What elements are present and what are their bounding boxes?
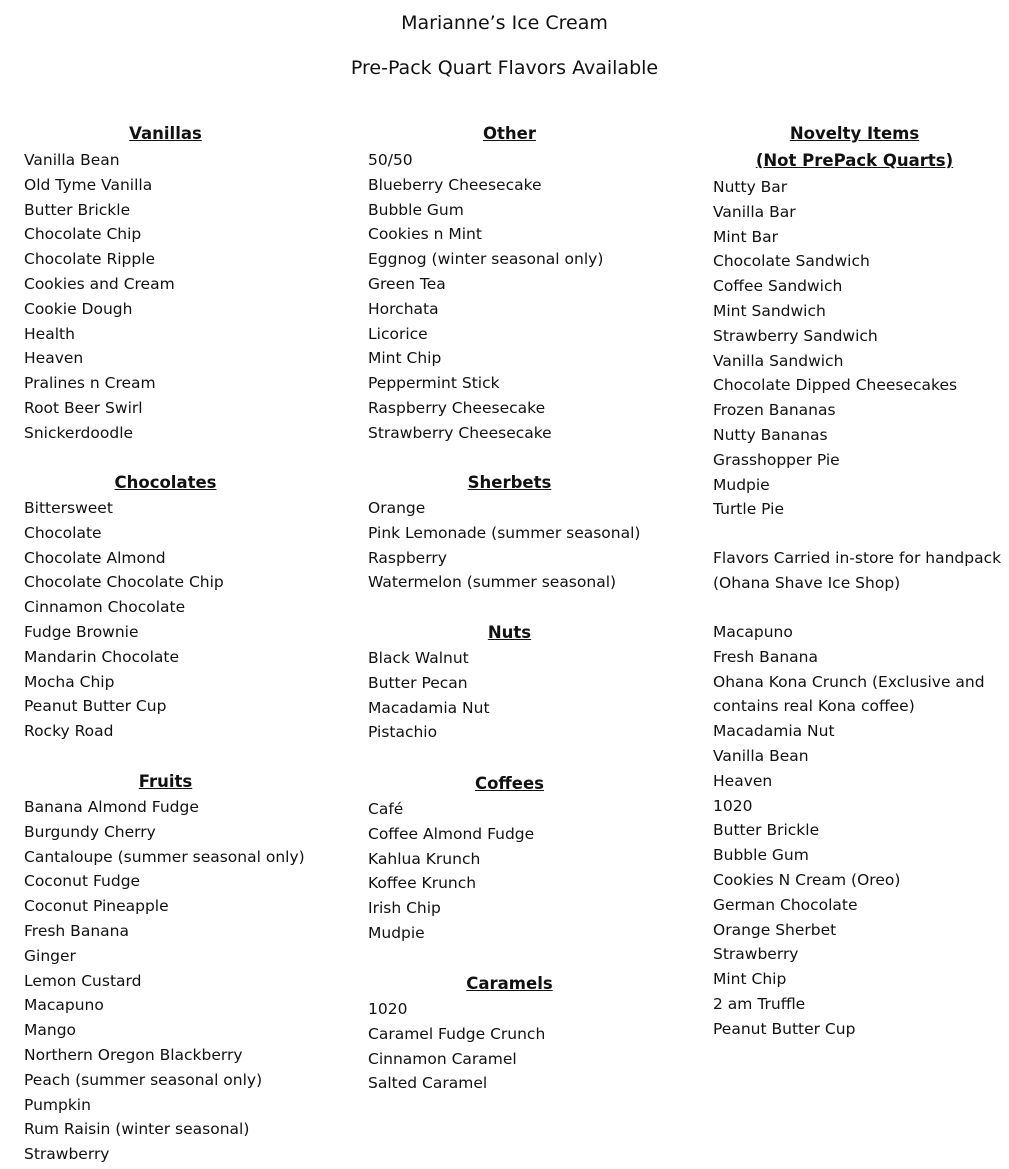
list-item: Chocolate [24, 523, 102, 542]
list-item: Mint Chip [713, 970, 787, 989]
list-item: Mudpie [368, 923, 425, 942]
list-item: Salted Caramel [368, 1074, 488, 1093]
list-item: Black Walnut [368, 649, 469, 667]
list-item: Grasshopper Pie [713, 450, 840, 469]
list-item: Cookies n Mint [368, 225, 482, 244]
list-sherbets [368, 498, 658, 597]
list-item: Coconut Pineapple [24, 897, 169, 916]
list-item: Chocolate Dipped Cheesecakes [713, 376, 958, 395]
list-item: Macadamia Nut [713, 722, 835, 741]
list-item: Licorice [368, 324, 428, 343]
list-item: Mint Sandwich [713, 301, 826, 320]
list-vanillas [24, 150, 314, 448]
list-fruits [24, 797, 314, 1169]
list-item: German Chocolate [713, 895, 858, 914]
list-item: 1020 [368, 1000, 408, 1018]
list-item: Vanilla Bar [713, 202, 796, 221]
list-item: Northern Oregon Blackberry [24, 1045, 243, 1064]
list-item: Chocolate Ripple [24, 250, 156, 269]
list-item: Mocha Chip [24, 672, 115, 691]
list-item: Strawberry [713, 945, 799, 964]
list-item: Health [24, 324, 75, 343]
list-item: Vanilla Sandwich [713, 351, 844, 370]
list-item: Peanut Butter Cup [713, 1019, 856, 1038]
list-item: Green Tea [368, 274, 446, 293]
list-item: Coffee Sandwich [713, 277, 843, 296]
list-item: Peach (summer seasonal only) [24, 1070, 263, 1089]
list-item: Cinnamon Caramel [368, 1049, 517, 1068]
page-subtitle: Pre-Pack Quart Flavors Available [350, 57, 659, 79]
list-item: Ohana Kona Crunch (Exclusive and [713, 672, 985, 691]
list-item: Nutty Bananas [713, 425, 828, 444]
list-item: Vanilla Bean [713, 746, 809, 765]
list-item: Nutty Bar [713, 178, 788, 196]
list-item: Horchata [368, 299, 439, 318]
handpack-intro: Flavors Carried in-store for handpack [713, 549, 1002, 567]
list-item: Strawberry [24, 1145, 110, 1164]
list-item: Burgundy Cherry [24, 822, 156, 841]
list-item: Bittersweet [24, 499, 113, 517]
list-item: Mudpie [713, 475, 770, 494]
list-item: Butter Brickle [24, 200, 131, 219]
list-chocolates [24, 498, 314, 746]
list-item: Chocolate Chip [24, 225, 142, 244]
list-item: Irish Chip [368, 899, 441, 918]
list-coffees [368, 799, 658, 948]
list-item: Eggnog (winter seasonal only) [368, 250, 604, 269]
list-item: Macadamia Nut [368, 698, 490, 717]
section-heading-caramels: Caramels [466, 974, 553, 993]
list-nuts [368, 648, 658, 747]
list-item: Rum Raisin (winter seasonal) [24, 1120, 250, 1139]
section-subheading-novelty: (Not PrePack Quarts) [755, 151, 954, 170]
list-item: Fresh Banana [24, 921, 129, 940]
list-item: Macapuno [24, 996, 104, 1015]
list-item: Orange Sherbet [713, 920, 837, 939]
list-item: Butter Pecan [368, 673, 468, 692]
section-heading-coffees: Coffees [474, 774, 544, 793]
list-item: Old Tyme Vanilla [24, 175, 153, 194]
section-heading-vanillas: Vanillas [129, 124, 202, 143]
list-other [368, 150, 658, 448]
list-item: Macapuno [713, 623, 793, 641]
list-item: Cantaloupe (summer seasonal only) [24, 847, 305, 866]
list-item: Root Beer Swirl [24, 398, 143, 417]
list-item: Koffee Krunch [368, 874, 477, 893]
list-item: Chocolate Sandwich [713, 252, 870, 271]
list-novelty [713, 177, 1003, 524]
list-item: Cinnamon Chocolate [24, 598, 186, 617]
list-item: Fresh Banana [713, 647, 818, 666]
list-item: Peppermint Stick [368, 374, 500, 393]
list-item: Mandarin Chocolate [24, 647, 180, 666]
list-item: Strawberry Sandwich [713, 326, 878, 345]
list-item: Bubble Gum [713, 846, 809, 865]
list-item: Cookies N Cream (Oreo) [713, 870, 901, 889]
list-item: Snickerdoodle [24, 423, 134, 442]
list-item: Rocky Road [24, 722, 114, 741]
list-item: Strawberry Cheesecake [368, 423, 552, 442]
list-item: Ginger [24, 946, 76, 965]
list-item: Mango [24, 1021, 77, 1040]
list-caramels [368, 999, 658, 1098]
list-item: Pumpkin [24, 1095, 91, 1114]
section-heading-nuts: Nuts [487, 623, 532, 642]
list-item: Heaven [713, 771, 773, 790]
list-item: Chocolate Chocolate Chip [24, 573, 224, 592]
list-item: Pink Lemonade (summer seasonal) [368, 523, 641, 542]
list-item: Coffee Almond Fudge [368, 824, 535, 843]
list-item: Frozen Bananas [713, 401, 836, 420]
section-heading-sherbets: Sherbets [467, 473, 552, 492]
list-item: Banana Almond Fudge [24, 798, 199, 816]
section-heading-chocolates: Chocolates [114, 473, 217, 492]
list-item: Raspberry Cheesecake [368, 398, 546, 417]
list-item: Mint Bar [713, 227, 779, 246]
list-item: Raspberry [368, 548, 447, 567]
list-item: Pistachio [368, 723, 438, 742]
list-item: Kahlua Krunch [368, 849, 481, 868]
section-heading-novelty: Novelty Items [789, 124, 920, 143]
list-item: Pralines n Cream [24, 374, 156, 393]
list-item: Butter Brickle [713, 821, 820, 840]
list-item: Coconut Fudge [24, 872, 141, 891]
list-item: Blueberry Cheesecake [368, 175, 542, 194]
section-heading-fruits: Fruits [138, 772, 193, 791]
list-item: Caramel Fudge Crunch [368, 1024, 546, 1043]
list-item: contains real Kona coffee) [713, 697, 915, 716]
list-item: Cookies and Cream [24, 274, 175, 293]
list-item: Orange [368, 499, 426, 517]
page-title: Marianne’s Ice Cream [401, 12, 608, 34]
list-item: 1020 [713, 796, 753, 815]
list-item: Café [368, 800, 404, 818]
list-item: Watermelon (summer seasonal) [368, 573, 617, 592]
handpack-shop-name: (Ohana Shave Ice Shop) [713, 574, 901, 592]
list-item: Vanilla Bean [24, 151, 120, 169]
list-item: 2 am Truffle [713, 994, 806, 1013]
section-heading-other: Other [483, 124, 536, 143]
list-item: Chocolate Almond [24, 548, 166, 567]
list-item: 50/50 [368, 151, 413, 169]
list-item: Mint Chip [368, 349, 442, 368]
list-item: Heaven [24, 349, 84, 368]
list-item: Lemon Custard [24, 971, 142, 990]
list-item: Fudge Brownie [24, 622, 139, 641]
list-item: Peanut Butter Cup [24, 697, 167, 716]
list-item: Cookie Dough [24, 299, 133, 318]
list-item: Bubble Gum [368, 200, 464, 219]
list-handpack [713, 622, 1003, 1044]
list-item: Turtle Pie [713, 500, 785, 519]
